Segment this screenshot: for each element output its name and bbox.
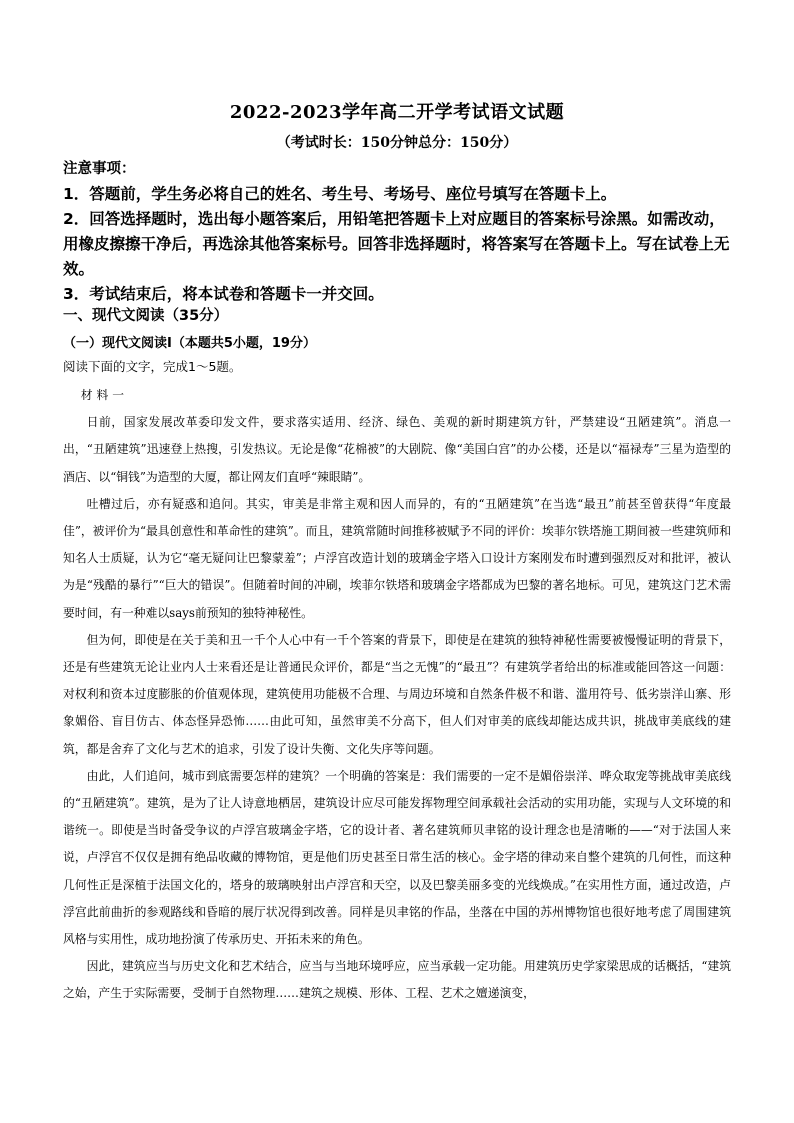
article-paragraph: 吐槽过后，亦有疑惑和追问。其实，审美是非常主观和因人而异的，有的“丑陋建筑”在当选“最丑”前甚至曾获得“年度最佳”，被评价为“最具创意性和革命性的建筑”。而且，建筑常随时间推移被赋予不同的评价：埃菲尔铁塔施工期间被一些建筑师和知名人士质疑，认为它“毫无疑问让巴黎蒙羞”；卢浮宫改造计划的玻璃金字塔入口设计方案刚发布时遭到强烈反对和批评，被认为是“残酷的暴行”“巨大的错误”。但随着时间的冲刷，埃菲尔铁塔和玻璃金字塔都成为巴黎的著名地标。可见，建筑这门艺术需要时间，有一种难以says前预知的独特神秘性。	[63, 496, 731, 620]
article-paragraph: 日前，国家发展改革委印发文件，要求落实适用、经济、绿色、美观的新时期建筑方针，严禁建设“丑陋建筑”。消息一出，“丑陋建筑”迅速登上热搜，引发热议。无论是像“花棉被”的大剧院、像“美国白宫”的办公楼，还是以“福禄寿”三星为造型的酒店、以“铜钱”为造型的大厦，都让网友们直呼“辣眼睛”。	[63, 415, 731, 484]
section-heading: 一、现代文阅读（35分）	[63, 308, 229, 324]
notes-heading: 注意事项：	[63, 161, 136, 177]
material-label: 材料一	[80, 388, 129, 402]
reading-instruction: 阅读下面的文字，完成1～5题。	[63, 359, 242, 374]
article-paragraph: 由此，人们追问，城市到底需要怎样的建筑？一个明确的答案是：我们需要的一定不是媚俗崇洋、哗众取宠等挑战审美底线的“丑陋建筑”。建筑，是为了让人诗意地栖居，建筑设计应尽可能发挥物理空间承载社会活动的实用功能，实现与人文环境的和谐统一。即使是当时备受争议的卢浮宫玻璃金字塔，它的设计者、著名建筑师贝聿铭的设计理念也是清晰的——“对于法国人来说，卢浮宫不仅仅是拥有绝品收藏的博物馆，更是他们历史甚至日常生活的核心。金字塔的律动来自整个建筑的几何性，而这种几何性正是深植于法国文化的，塔身的玻璃映射出卢浮宫和天空，以及巴黎美丽多变的光线焕成。”在实用性方面，通过改造，卢浮宫此前曲折的参观路线和昏暗的展厅状况得到改善。同样是贝聿铭的作品，坐落在中国的苏州博物馆也很好地考虑了周围建筑风格与实用性，成功地扮演了传承历史、开拓未来的角色。	[63, 768, 731, 947]
article-paragraph: 因此，建筑应当与历史文化和艺术结合，应当与当地环境呼应，应当承载一定功能。用建筑历史学家梁思成的话概括，“建筑之始，产生于实际需要，受制于自然物理……建筑之规模、形体、工程、艺术之嬗递演变，	[63, 959, 731, 1001]
article-paragraph: 但为何，即使是在关于美和丑一千个人心中有一千个答案的背景下，即使是在建筑的独特神秘性需要被慢慢证明的背景下，还是有些建筑无论让业内人士来看还是让普通民众评价，都是“当之无愧”的“最丑”？有建筑学者给出的标准或能回答这一问题：对权利和资本过度膨胀的价值观体现，建筑使用功能极不合理、与周边环境和自然条件极不和谐、滥用符号、低劣崇洋山寨、形象媚俗、盲目仿古、体态怪异恐怖……由此可知，虽然审美不分高下，但人们对审美的底线却能达成共识，挑战审美底线的建筑，都是舍弃了文化与艺术的追求，引发了设计失衡、文化失序等问题。	[63, 632, 731, 756]
subsection-heading: （一）现代文阅读I（本题共5小题，19分）	[63, 336, 316, 351]
note-item: 2．回答选择题时，选出每小题答案后，用铅笔把答题卡上对应题目的答案标号涂黑。如需改动，用橡皮擦擦干净后，再选涂其他答案标号。回答非选择题时，将答案写在答题卡上。写在试卷上无效。	[63, 210, 730, 278]
notes-block	[63, 157, 731, 307]
reading-article	[63, 382, 731, 1008]
note-item: 3．考试结束后，将本试卷和答题卡一并交回。	[63, 285, 384, 303]
note-item: 1．答题前，学生务必将自己的姓名、考生号、考场号、座位号填写在答题卡上。	[63, 185, 617, 203]
exam-subtitle: （考试时长：150分钟总分：150分）	[276, 135, 518, 151]
exam-title: 2022-2023学年高二开学考试语文试题	[229, 102, 565, 123]
